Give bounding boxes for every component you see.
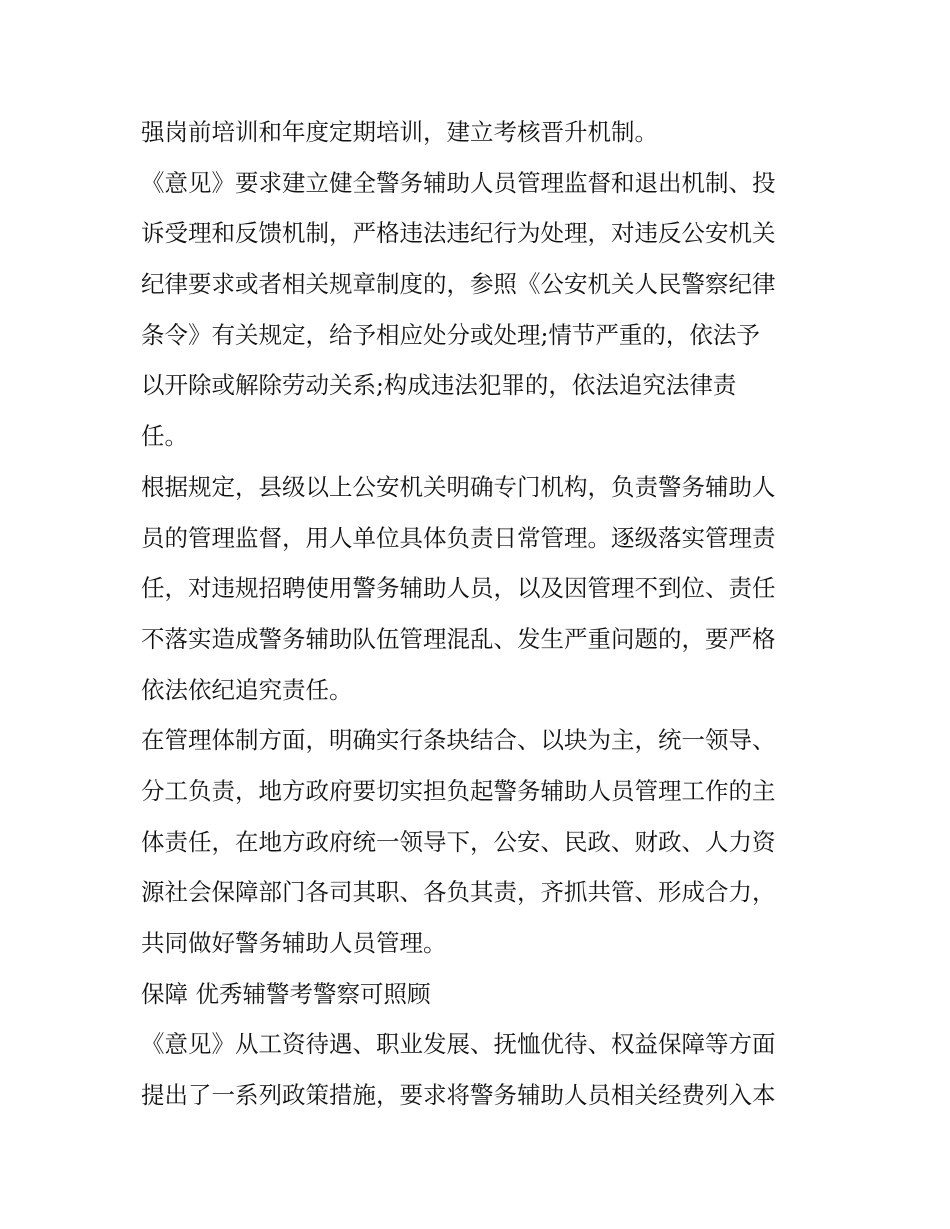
text-line: 提出了一系列政策措施，要求将警务辅助人员相关经费列入本 [141,1081,776,1110]
text-line: 诉受理和反馈机制，严格违法违纪行为处理，对违反公安机关 [141,219,776,248]
text-line: 纪律要求或者相关规章制度的，参照《公安机关人民警察纪律 [141,270,776,299]
text-line: 员的管理监督，用人单位具体负责日常管理。逐级落实管理责 [141,523,776,552]
text-line: 以开除或解除劳动关系;构成违法犯罪的，依法追究法律责 [141,371,737,400]
text-line: 在管理体制方面，明确实行条块结合、以块为主，统一领导、 [141,726,776,755]
text-line: 《意见》要求建立健全警务辅助人员管理监督和退出机制、投 [141,168,776,197]
text-line: 依法依纪追究责任。 [141,675,353,704]
text-line: 《意见》从工资待遇、职业发展、抚恤优待、权益保障等方面 [141,1030,776,1059]
text-line: 强岗前培训和年度定期培训，建立考核晋升机制。 [141,118,658,146]
text-line: 体责任，在地方政府统一领导下，公安、民政、财政、人力资 [141,827,776,856]
text-line: 任。 [141,422,188,451]
document-body [141,107,816,1121]
text-line: 不落实造成警务辅助队伍管理混乱、发生严重问题的，要严格 [141,624,776,653]
text-line: 条令》有关规定，给予相应处分或处理;情节严重的，依法予 [141,320,760,349]
text-line: 任，对违规招聘使用警务辅助人员，以及因管理不到位、责任 [141,574,776,603]
section-heading: 保障 优秀辅警考警察可照顾 [141,979,431,1008]
text-line: 共同做好警务辅助人员管理。 [141,929,447,957]
text-line: 分工负责，地方政府要切实担负起警务辅助人员管理工作的主 [141,776,776,805]
text-line: 根据规定，县级以上公安机关明确专门机构，负责警务辅助人 [141,472,776,501]
text-line: 源社会保障部门各司其职、各负其责，齐抓共管、形成合力， [141,878,776,907]
